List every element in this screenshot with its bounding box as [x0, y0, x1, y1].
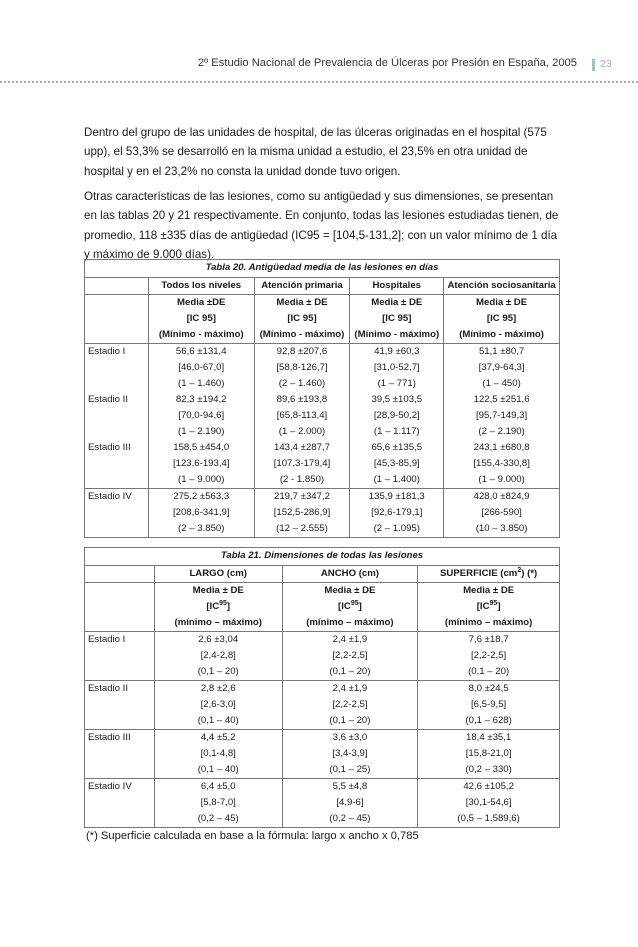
- cell: [5,8-7,0]: [154, 795, 282, 811]
- cell: [58,8-126,7]: [254, 360, 350, 376]
- ic-header: [IC$^{95}$]: [282, 599, 418, 615]
- cell: 428,0 ±824,9: [444, 489, 560, 506]
- cell: (10 – 3.850): [444, 521, 560, 538]
- stat-header: Media ± DE: [154, 583, 282, 600]
- cell: (0,1 – 20): [154, 664, 282, 681]
- stat-header: Media ± DE: [444, 295, 560, 312]
- cell: (0,2 – 45): [154, 811, 282, 828]
- page-number-bar: [592, 59, 595, 71]
- range-header: (Mínimo - máximo): [444, 327, 560, 344]
- cell: 243,1 ±680,8: [444, 440, 560, 456]
- cell: 89,6 ±193,8: [254, 392, 350, 408]
- row-label: Estadio I: [85, 344, 149, 361]
- cell: [155,4-330,8]: [444, 456, 560, 472]
- cell: [2,2-2,5]: [418, 648, 560, 664]
- cell: (0,2 – 330): [418, 762, 560, 779]
- cell: (0,1 – 20): [418, 664, 560, 681]
- cell: 65,6 ±135,5: [350, 440, 444, 456]
- running-header: 2º Estudio Nacional de Prevalencia de Úlceras por Presión en España, 2005: [197, 57, 577, 69]
- cell: [15,8-21,0]: [418, 746, 560, 762]
- cell: 143,4 ±287,7: [254, 440, 350, 456]
- cell: 39,5 ±103,5: [350, 392, 444, 408]
- ic-header: [IC 95]: [148, 311, 254, 327]
- page-number: 23: [600, 58, 612, 70]
- row-label: Estadio IV: [85, 779, 155, 796]
- range-header: (Mínimo - máximo): [254, 327, 350, 344]
- cell: [2,2-2,5]: [282, 648, 418, 664]
- cell: 7,6 ±18,7: [418, 632, 560, 649]
- stat-header: Media ± DE: [350, 295, 444, 312]
- cell: (2 - 1.850): [254, 472, 350, 489]
- cell: (0,2 – 45): [282, 811, 418, 828]
- cell: [4,9-6]: [282, 795, 418, 811]
- cell: [0,1-4,8]: [154, 746, 282, 762]
- cell: [152,5-286,9]: [254, 505, 350, 521]
- table-row: [85, 632, 560, 649]
- cell: [70,0-94,6]: [148, 408, 254, 424]
- table-21-title: Tabla 21. Dimensiones de todas las lesiones: [85, 548, 560, 566]
- table-row: [85, 730, 560, 747]
- ic-header: [IC 95]: [254, 311, 350, 327]
- column-header: Todos los niveles: [148, 278, 254, 295]
- table-row: [85, 489, 560, 506]
- cell: 158,5 ±454,0: [148, 440, 254, 456]
- stat-header: Media ± DE: [418, 583, 560, 600]
- cell: 4,4 ±5,2: [154, 730, 282, 747]
- cell: (1 – 9.000): [148, 472, 254, 489]
- ic-header: [IC$^{95}$]: [418, 599, 560, 615]
- table-21-corner: [85, 566, 155, 583]
- cell: (1 – 2.190): [148, 424, 254, 440]
- cell: [31,0-52,7]: [350, 360, 444, 376]
- table-row: [85, 681, 560, 698]
- stat-header: Media ± DE: [282, 583, 418, 600]
- cell: 18,4 ±35,1: [418, 730, 560, 747]
- cell: [2,4-2,8]: [154, 648, 282, 664]
- cell: 3,6 ±3,0: [282, 730, 418, 747]
- header-divider: [0, 81, 638, 83]
- cell: (12 – 2.555): [254, 521, 350, 538]
- table-row: [85, 392, 560, 408]
- range-header: (mínimo – máximo): [418, 615, 560, 632]
- cell: 51,1 ±80,7: [444, 344, 560, 361]
- cell: 8,0 ±24,5: [418, 681, 560, 698]
- column-header: Atención primaria: [254, 278, 350, 295]
- cell: [37,9-64,3]: [444, 360, 560, 376]
- cell: 82,3 ±194,2: [148, 392, 254, 408]
- table-row: [85, 344, 560, 361]
- cell: (1 – 1.400): [350, 472, 444, 489]
- row-label: Estadio I: [85, 632, 155, 649]
- table-20: [84, 259, 560, 538]
- row-label: Estadio III: [85, 440, 149, 456]
- cell: [123,6-193,4]: [148, 456, 254, 472]
- cell: [107,3-179,4]: [254, 456, 350, 472]
- range-header: (Mínimo - máximo): [350, 327, 444, 344]
- cell: (2 – 2.190): [444, 424, 560, 440]
- cell: 56,6 ±131,4: [148, 344, 254, 361]
- range-header: (mínimo – máximo): [282, 615, 418, 632]
- cell: 275,2 ±563,3: [148, 489, 254, 506]
- cell: 2,4 ±1,9: [282, 632, 418, 649]
- cell: 2,4 ±1,9: [282, 681, 418, 698]
- cell: (2 – 1.095): [350, 521, 444, 538]
- table-row: [85, 779, 560, 796]
- cell: (0,1 – 25): [282, 762, 418, 779]
- column-header: Atención sociosanitaria: [444, 278, 560, 295]
- cell: (1 – 2.000): [254, 424, 350, 440]
- table-20-title: Tabla 20. Antigüedad media de las lesiones en días: [85, 260, 560, 278]
- cell: (0,1 – 40): [154, 762, 282, 779]
- ic-header: [IC$^{95}$]: [154, 599, 282, 615]
- cell: (0,5 – 1.589,6): [418, 811, 560, 828]
- cell: 41,9 ±60,3: [350, 344, 444, 361]
- cell: 122,5 ±251,6: [444, 392, 560, 408]
- column-header: Hospitales: [350, 278, 444, 295]
- cell: 5,5 ±4,8: [282, 779, 418, 796]
- cell: (0,1 – 40): [154, 713, 282, 730]
- table-21: [84, 547, 560, 828]
- row-label: Estadio IV: [85, 489, 149, 506]
- cell: [95,7-149,3]: [444, 408, 560, 424]
- cell: (0,1 – 20): [282, 713, 418, 730]
- table-row: [85, 440, 560, 456]
- cell: [92,6-179,1]: [350, 505, 444, 521]
- cell: [266-590]: [444, 505, 560, 521]
- cell: 92,8 ±207,6: [254, 344, 350, 361]
- range-header: (mínimo – máximo): [154, 615, 282, 632]
- cell: (1 – 450): [444, 376, 560, 392]
- cell: (2 – 1.460): [254, 376, 350, 392]
- cell: [28,9-50,2]: [350, 408, 444, 424]
- stat-header: Media ± DE: [254, 295, 350, 312]
- row-label: Estadio II: [85, 681, 155, 698]
- cell: [65,8-113,4]: [254, 408, 350, 424]
- cell: [2,6-3,0]: [154, 697, 282, 713]
- row-label: Estadio III: [85, 730, 155, 747]
- cell: (1 – 9.000): [444, 472, 560, 489]
- column-header: SUPERFICIE $(cm^2)$ (*): [418, 566, 560, 583]
- cell: (1 – 771): [350, 376, 444, 392]
- cell: (1 – 1.117): [350, 424, 444, 440]
- cell: (0,1 – 20): [282, 664, 418, 681]
- cell: 2,8 ±2,6: [154, 681, 282, 698]
- cell: [6,5-9,5]: [418, 697, 560, 713]
- cell: [30,1-54,6]: [418, 795, 560, 811]
- table-20-corner: [85, 278, 149, 295]
- cell: 2,6 ±3,04: [154, 632, 282, 649]
- cell: (2 – 3.850): [148, 521, 254, 538]
- row-label: Estadio II: [85, 392, 149, 408]
- ic-header: [IC 95]: [444, 311, 560, 327]
- cell: [3,4-3,9]: [282, 746, 418, 762]
- column-header: LARGO (cm): [154, 566, 282, 583]
- ic-header: [IC 95]: [350, 311, 444, 327]
- cell: 42,6 ±105,2: [418, 779, 560, 796]
- cell: [208,6-341,9]: [148, 505, 254, 521]
- paragraph-1: Dentro del grupo de las unidades de hospital, de las úlceras originadas en el hospital (575 upp), el 53,3% se desarrolló en la misma unidad a estudio, el 23,5% en otra unidad de hospital y en el 23,2% no consta la unidad donde tuvo origen.: [84, 126, 547, 178]
- cell: 219,7 ±347,2: [254, 489, 350, 506]
- cell: (0,1 – 628): [418, 713, 560, 730]
- cell: 6,4 ±5,0: [154, 779, 282, 796]
- cell: [46,0-67,0]: [148, 360, 254, 376]
- stat-header: Media ±DE: [148, 295, 254, 312]
- cell: (1 – 1.460): [148, 376, 254, 392]
- cell: [2,2-2,5]: [282, 697, 418, 713]
- footnote: (*) Superficie calculada en base a la fórmula: largo x ancho x 0,785: [86, 830, 419, 842]
- cell: 135,9 ±181,3: [350, 489, 444, 506]
- cell: [45,3-85,9]: [350, 456, 444, 472]
- column-header: ANCHO (cm): [282, 566, 418, 583]
- range-header: (Mínimo - máximo): [148, 327, 254, 344]
- paragraph-2: Otras características de las lesiones, como su antigüedad y sus dimensiones, se presentan en las tablas 20 y 21 respectivamente. En conjunto, todas las lesiones estudiadas tienen, de promedio, 118 ±335 días de antigüedad (IC95 = [104,5-131,2]; con un valor mínimo de 1 día y máximo de 9.000 días).: [84, 190, 559, 262]
